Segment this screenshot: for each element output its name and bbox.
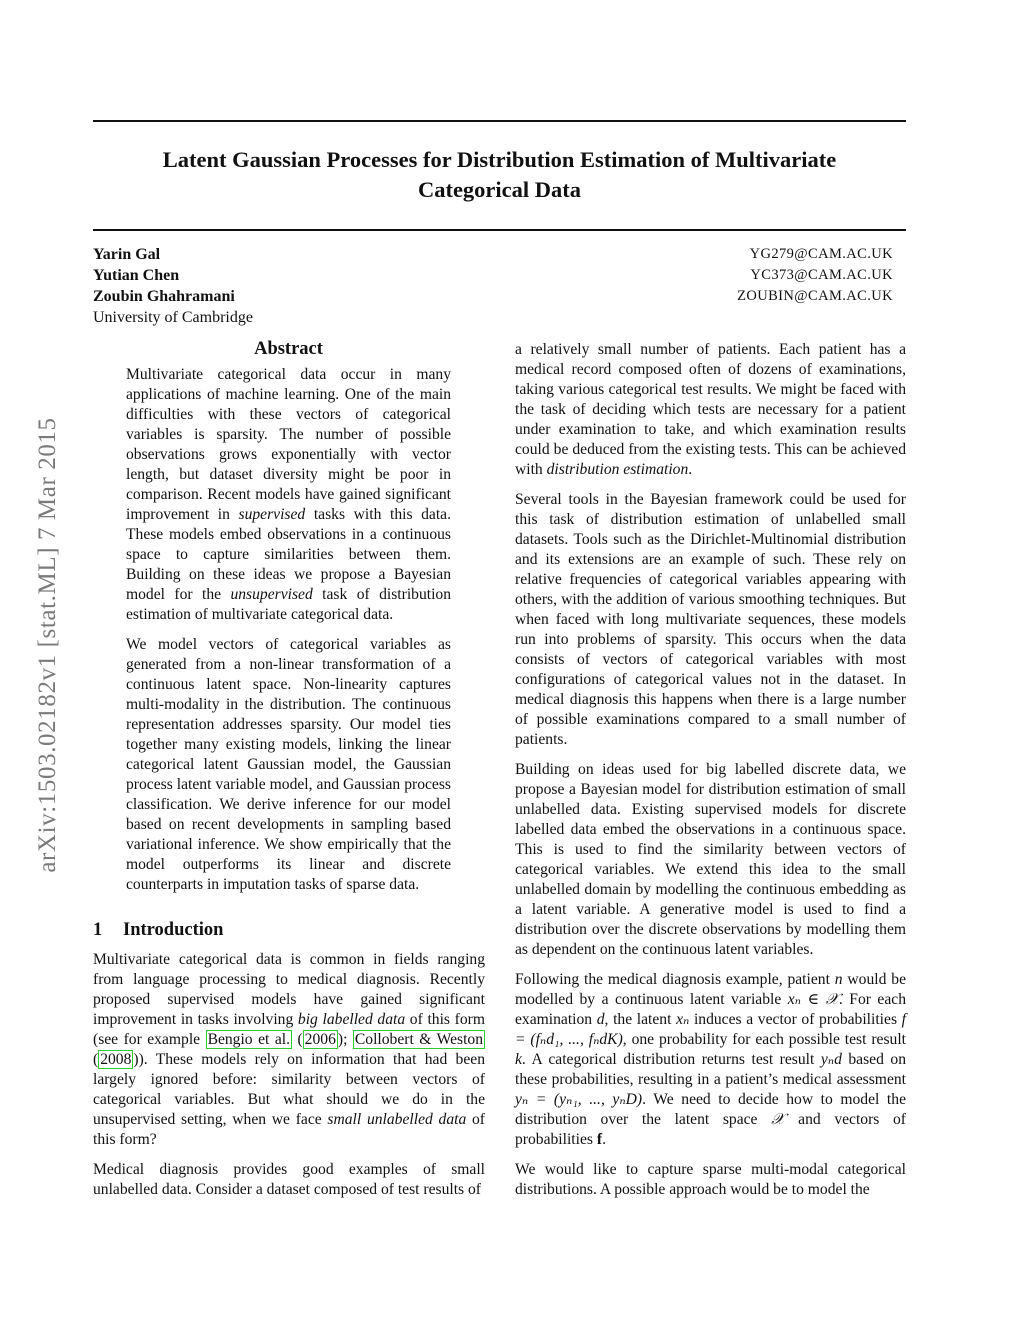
introduction-section: [93, 918, 485, 1210]
citation-link[interactable]: Bengio et al.: [207, 1031, 290, 1048]
citation-year-link[interactable]: 2006: [304, 1031, 336, 1048]
math-inline: yₙ = (yₙ₁, ..., yₙD): [515, 1091, 643, 1108]
author-row: [93, 286, 906, 307]
body-paragraph: We would like to capture sparse multi-modal categorical distributions. A possible approach would be to model the: [515, 1161, 906, 1198]
author-row: [93, 244, 906, 265]
author-block: [93, 244, 906, 328]
author-email[interactable]: YG279@CAM.AC.UK: [749, 246, 893, 262]
section-heading: [93, 918, 485, 942]
author-name: Yutian Chen: [93, 267, 180, 284]
title-rule-top: [93, 120, 906, 122]
abstract-paragraph: Multivariate categorical data occur in many applications of machine learning. One of the main difficulties with these vectors of categorical variables is sparsity. The number of possible observations grows exponentially with vector length, but dataset diversity might be poor in comparison. Recent models have gained significant improvement in supervised tasks with this data. These models embed observations in a continuous space to capture similarities between them. Building on these ideas we propose a Bayesian model for the unsupervised task of distribution estimation of multivariate categorical data.: [126, 366, 452, 623]
math-inline: n: [834, 971, 843, 988]
math-inline: k: [515, 1051, 522, 1068]
abstract: [126, 338, 451, 905]
paper-title-line-1: Latent Gaussian Processes for Distribution Estimation of Multivariate: [162, 147, 837, 172]
arxiv-stamp: arXiv:1503.02182v1 [stat.ML] 7 Mar 2015: [34, 417, 61, 873]
citation-link[interactable]: Collobert & Weston: [354, 1031, 483, 1048]
author-email[interactable]: ZOUBIN@CAM.AC.UK: [737, 288, 893, 304]
math-inline: f = (fₙd₁, ..., fₙdK): [515, 1011, 906, 1048]
author-row: [93, 265, 906, 286]
math-inline: yₙd: [820, 1051, 842, 1068]
math-inline: xₙ ∈ 𝒳: [787, 991, 839, 1008]
body-paragraph: Following the medical diagnosis example, patient n would be modelled by a continuous latent variable xₙ ∈ 𝒳. For each examination d, the latent xₙ induces a vector of probabilities f = (fₙd₁, ..., fₙdK), one probability for each possible test result k. A categorical distribution returns test result yₙd based on these probabilities, resulting in a patient’s medical assessment yₙ = (yₙ₁, ..., yₙD). We need to decide how to model the distribution over the latent space 𝒳 and vectors of probabilities f.: [515, 971, 906, 1148]
math-inline: xₙ: [676, 1011, 690, 1028]
body-paragraph: Several tools in the Bayesian framework could be used for this task of distribution estimation of unlabelled small datasets. Tools such as the Dirichlet-Multinomial distribution and its extensions are an example of such. These rely on relative frequencies of categorical variables appearing with others, with the addition of various smoothing techniques. But when faced with long multivariate sequences, these models run into problems of sparsity. This occurs when the data consists of vectors of categorical variables with most configurations of categorical values not in the dataset. In medical diagnosis this happens when there is a large number of possible examinations compared to a small number of patients.: [515, 491, 906, 748]
paper-title-line-2: Categorical Data: [417, 177, 582, 202]
math-inline: d: [596, 1011, 605, 1028]
body-paragraph: Medical diagnosis provides good examples of small unlabelled data. Consider a dataset composed of test results of: [93, 1161, 485, 1198]
math-inline: f: [596, 1131, 603, 1148]
section-number: 1: [93, 920, 103, 940]
body-paragraph: Multivariate categorical data is common in fields ranging from language processing to medical diagnosis. Recently proposed supervised models have gained significant improvement in tasks involving big labelled data of this form (see for example Bengio et al. ( 2006 ); Collobert & Weston ( 2008 )). These models rely on information that had been largely ignored before: similarity between vectors of categorical variables. But what should we do in the unsupervised setting, when we face small unlabelled data of this form?: [93, 951, 486, 1148]
citation-year-link[interactable]: 2008: [100, 1051, 132, 1068]
right-column: [515, 340, 906, 1210]
abstract-paragraph: We model vectors of categorical variables as generated from a non-linear transformation of a continuous latent space. Non-linearity captures multi-modality in the distribution. The continuous representation addresses sparsity. Our model ties together many existing models, linking the linear categorical latent Gaussian model, the Gaussian process latent variable model, and Gaussian process classification. We derive inference for our model based on recent developments in sampling based variational inference. We show empirically that the model outperforms its linear and discrete counterparts in imputation tasks of sparse data.: [126, 636, 451, 893]
author-name: Zoubin Ghahramani: [93, 288, 235, 305]
affiliation: University of Cambridge: [93, 309, 253, 326]
math-inline: 𝒳: [771, 1111, 785, 1128]
author-name: Yarin Gal: [93, 246, 161, 263]
abstract-heading: Abstract: [254, 339, 323, 359]
body-paragraph: a relatively small number of patients. Each patient has a medical record composed often of dozens of examinations, taking various categorical test results. We might be faced with the task of deciding which tests are necessary for a patient under examination to take, and which examination results could be deduced from the existing tests. This can be achieved with distribution estimation.: [515, 341, 906, 478]
body-paragraph: Building on ideas used for big labelled discrete data, we propose a Bayesian model for distribution estimation of small unlabelled data. Existing supervised models for discrete labelled data embed the observations in a continuous space. This is used to find the similarity between vectors of categorical variables. We extend this idea to the small unlabelled domain by modelling the continuous embedding as a latent variable. A generative model is used to find a distribution over the discrete observations by modelling them as dependent on the continuous latent variables.: [515, 761, 906, 958]
section-title: Introduction: [123, 920, 224, 940]
title-rule-bottom: [93, 229, 906, 231]
paper-title: [93, 145, 906, 205]
author-email[interactable]: YC373@CAM.AC.UK: [750, 267, 893, 283]
